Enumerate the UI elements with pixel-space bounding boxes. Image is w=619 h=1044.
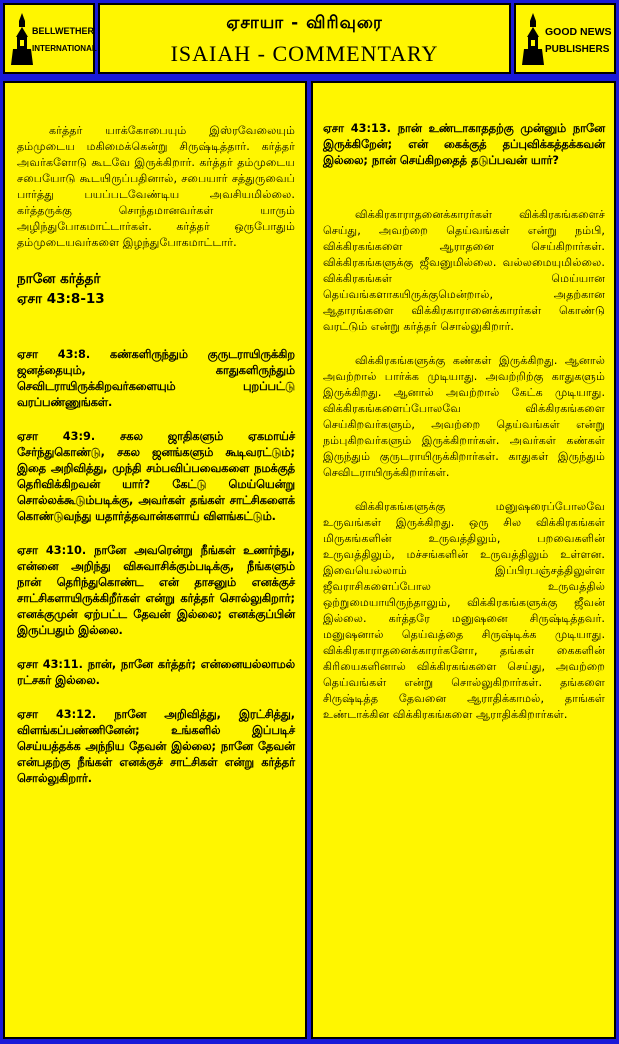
bellwether-logo (3, 3, 95, 74)
verse-43-8: ஏசா 43:8. கண்களிருந்தும் குருடராயிருக்கிற ஜனத்தையும், காதுகளிருந்தும் செவிடராயிருக்கிறவர்களையும் புறப்பட்டு வரப்பண்ணுங்கள். (17, 348, 295, 409)
bellwether-logo-line2: INTERNATIONAL (32, 44, 97, 53)
page-header (0, 0, 619, 78)
title-tamil: ஏசாயா - விரிவுரை (226, 13, 383, 33)
right-column (311, 81, 616, 1039)
section-heading: நானே கர்த்தர் ஏசா 43:8-13 (17, 271, 105, 307)
verse-43-11: ஏசா 43:11. நான், நானே கர்த்தர்; என்னையல்லாமல் ரட்சகர் இல்லை. (17, 658, 295, 687)
title-english: ISAIAH - COMMENTARY (170, 41, 439, 66)
bell-tower-icon (11, 13, 33, 65)
bell-tower-icon (522, 13, 544, 65)
verse-43-13: ஏசா 43:13. நான் உண்டாகாததற்கு முன்னும் நானே இருக்கிறேன்; என் கைக்குத் தப்புவிக்கத்தக்கவன் இல்லை; நான் செய்கிறதைத் தடுப்பவன் யார்? (323, 122, 605, 167)
verse-43-12: ஏசா 43:12. நானே அறிவித்து, இரட்சித்து, விளங்கப்பண்ணினேன்; உங்களில் இப்படிச் செய்யத்தக்க அந்நிய தேவன் இல்லை; நானே தேவன் என்பதற்கு நீங்கள் எனக்குச் சாட்சிகள் என்று கர்த்தர் சொல்லுகிறார். (17, 708, 295, 785)
commentary-paragraph: விக்கிரகாராதனைக்காரர்கள் விக்கிரகங்களைச் செய்து, அவற்றை தெய்வங்கள் என்று நம்பி, விக்கிரகங்களை ஆராதனை செய்கிறார்கள். விக்கிரகங்களுக்கு ஜீவனுமில்லை. வல்லமையுமில்லை. விக்கிரகங்கள் மெய்யான தெய்வங்களாகயிருக்குமென்றால், அதற்கான ஆதாரங்களை விக்கிரகாரானைக்காரர்கள் கொண்டு வரட்டும் என்று கர்த்தர் சொல்லுகிறார். (323, 208, 605, 333)
good-news-logo-line1: GOOD NEWS (545, 26, 612, 38)
good-news-logo-line2: PUBLISHERS (545, 44, 610, 55)
bellwether-logo-line1: BELLWETHER (32, 26, 94, 36)
commentary-paragraph: விக்கிரகங்களுக்கு கண்கள் இருக்கிறது. ஆனால் அவற்றால் பார்க்க முடியாது. அவற்றிற்கு காதுகளும் இருக்கிறது. ஆனால் அவற்றால் கேட்க முடியாது. விக்கிரகங்களைப்போலவே விக்கிரகங்களை செய்கிறவர்களும், அவற்றை தெய்வங்கள் என்று நம்புகிறவர்களும் இருக்கிறார்கள். அவர்கள் கண்கள் இருந்தும் குருடராயிருக்கிறார்கள். காதுகள் இருந்தும் செவிடராயிருக்கிறார்கள். (323, 354, 605, 479)
title-banner (98, 3, 511, 74)
verse-43-10: ஏசா 43:10. நானே அவரென்று நீங்கள் உணர்ந்து, என்னை அறிந்து விசுவாசிக்கும்படிக்கு, நீங்களும் நான் தெரிந்துகொண்ட என் தாசனும் எனக்குச் சாட்சிகளாயிருக்கிறீர்கள் என்று கர்த்தர் சொல்லுகிறார்; எனக்குமுன் ஏற்பட்ட தேவன் இல்லை; எனக்குப்பின் இருப்பதும் இல்லை. (17, 544, 295, 637)
verse-43-9: ஏசா 43:9. சகல ஜாதிகளும் ஏகமாய்ச் சேர்ந்துகொண்டு, சகல ஜனங்களும் கூடிவரட்டும்; இதை அறிவித்து, முந்தி சம்பவிப்பவைகளை நமக்குத் தெரிவிக்கிறவன் யார்? கேட்டு மெய்யென்று சொல்லக்கூடும்படிக்கு, அவர்கள் தங்கள் சாட்சிகளைக் கொண்டுவந்து யதார்த்தவான்களாய் விளங்கட்டும். (17, 430, 295, 523)
good-news-logo (514, 3, 616, 74)
left-column (3, 81, 307, 1039)
intro-paragraph: கர்த்தர் யாக்கோபையும் இஸ்ரவேலையும் தம்முடைய மகிமைக்கென்று சிருஷ்டித்தார். கர்த்தர் அவர்களோடு கூடவே இருக்கிறார். கர்த்தர் தம்முடைய சபையோடு கூடயிருப்பதினால், சபையார் சத்துருவைப் பார்த்து பயப்படவேண்டிய அவசியமில்லை. கர்த்தருக்கு சொந்தமானவர்கள் யாரும் அழிந்துபோகமாட்டார்கள். கர்த்தர் ஒருபோதும் தம்முடையவர்களை இழந்துபோகமாட்டார். (17, 124, 295, 249)
commentary-paragraph: விக்கிரகங்களுக்கு மனுஷரைப்போலவே உருவங்கள் இருக்கிறது. ஒரு சில விக்கிரகங்கள் மிருகங்களின் உருவத்திலும், பறவைகளின் உருவத்திலும், மச்சங்களின் உருவத்திலும் உள்ளன. இவையெல்லாம் இப்பிரபஞ்சத்திலுள்ள ஜீவராசிகளைப்போல உருவத்தில் ஒற்றுமையாயிருந்தாலும், விக்கிரகங்களுக்கு ஜீவன் இல்லை. கர்த்தரே மனுஷனை சிருஷ்டித்தவர். மனுஷனால் தெய்வத்தை சிருஷ்டிக்க முடியாது. விக்கிரகாராதனைக்காரர்களோ, தங்கள் கைகளின் கிரியைகளினால் விக்கிரகங்களை செய்து, அவற்றை தெய்வங்கள் என்று சொல்லுகிறார்கள். தங்களை சிருஷ்டித்த தேவனை ஆராதிக்காமல், தாங்கள் உண்டாக்கின விக்கிரகங்களை ஆராதிக்கிறார்கள். (323, 500, 605, 721)
